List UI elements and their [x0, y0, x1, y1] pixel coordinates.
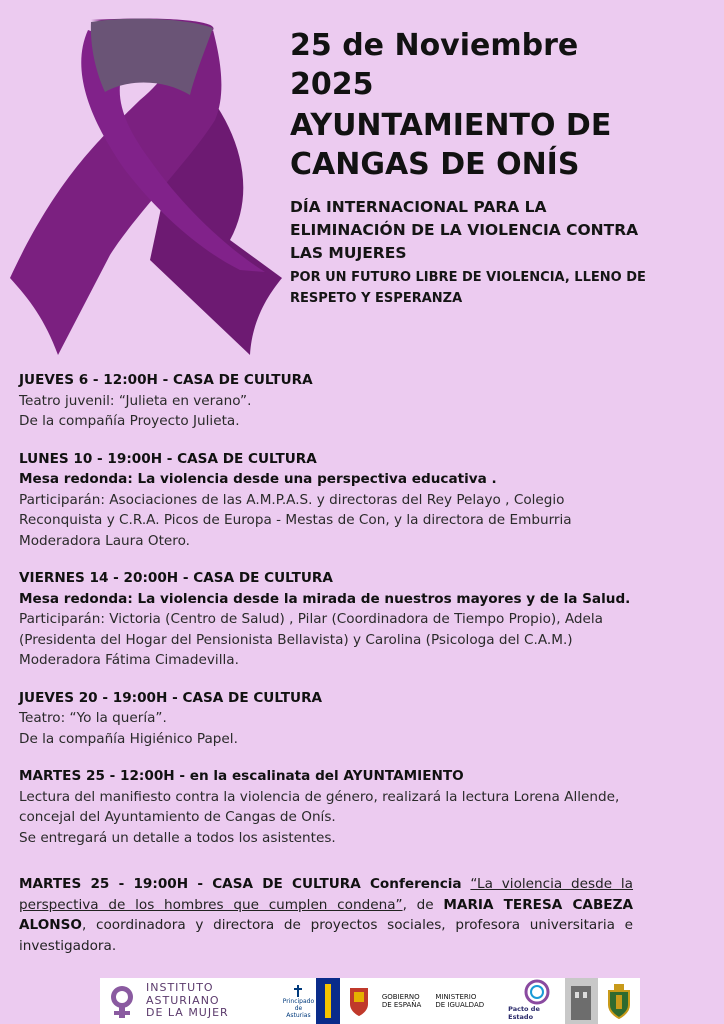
event-detail: Moderadora Laura Otero.	[19, 532, 190, 549]
venus-symbol-icon	[104, 982, 140, 1020]
cangas-onis-shield-logo	[598, 978, 640, 1024]
event-item	[19, 874, 633, 956]
event-detail: Lectura del manifiesto contra la violencia de género, realizará la lectura Lorena Allende,	[19, 788, 620, 805]
event-item	[19, 688, 633, 750]
connector-text: , de	[402, 896, 444, 913]
logo-text: ASTURIANO	[146, 993, 220, 1007]
event-title: MARTES 25 - 19:00H - CASA DE CULTURA Conferencia	[19, 876, 462, 892]
subtitle-line: ELIMINACIÓN DE LA VIOLENCIA CONTRA	[290, 221, 639, 239]
logo-text: Pacto de Estado	[508, 1005, 540, 1021]
campaign-subtitle	[290, 196, 710, 265]
logo-text: INSTITUTO	[146, 981, 214, 995]
event-title: VIERNES 14 - 20:00H - CASA DE CULTURA	[19, 570, 333, 586]
event-item	[19, 568, 633, 671]
principado-asturias-logo	[281, 978, 316, 1024]
logo-text: Principado de	[282, 997, 315, 1012]
event-subtitle: Mesa redonda: La violencia desde una perspectiva educativa .	[19, 471, 497, 487]
spain-coat-of-arms-icon	[346, 984, 372, 1018]
motto-line: RESPETO Y ESPERANZA	[290, 291, 463, 306]
pacto-estado-logo	[508, 978, 565, 1024]
event-title: JUEVES 20 - 19:00H - CASA DE CULTURA	[19, 689, 323, 706]
event-title: JUEVES 6 - 12:00H - CASA DE CULTURA	[19, 372, 313, 388]
municipal-shield-icon	[606, 983, 632, 1019]
event-title: MARTES 25 - 12:00H - en la escalinata del AYUNTAMIENTO	[19, 768, 464, 784]
event-detail: De la compañía Proyecto Julieta.	[19, 413, 240, 429]
event-year: 2025	[290, 67, 374, 102]
event-detail: Reconquista y C.R.A. Picos de Europa - Mestas de Con, y la directora de Emburria	[19, 512, 572, 528]
awareness-ribbon-icon	[0, 10, 290, 365]
eu-flag-icon	[316, 978, 340, 1024]
event-detail: Teatro: “Yo la quería”.	[19, 710, 167, 726]
logo-text: GOBIERNO	[381, 992, 420, 1001]
event-item	[19, 370, 633, 432]
event-subtitle: Mesa redonda: La violencia desde la mirada de nuestros mayores y de la Salud.	[19, 590, 631, 607]
gobierno-espana-logo	[316, 978, 508, 1024]
event-item	[19, 766, 633, 848]
conference-title: “La violencia desde la perspectiva de los hombres que cumplen condena”	[19, 876, 634, 913]
logo-text: DE ESPAÑA	[381, 1001, 422, 1009]
logo-text: MINISTERIO	[435, 992, 477, 1001]
organizer-line2: CANGAS DE ONÍS	[290, 147, 580, 182]
subtitle-line: LAS MUJERES	[290, 244, 407, 262]
event-detail: Participarán: Asociaciones de las A.M.P.A.S. y directoras del Rey Pelayo , Colegio	[19, 491, 565, 508]
logo-text: Asturias	[286, 1011, 311, 1019]
speaker-description: , coordinadora y directora de proyectos sociales, profesora universitaria e investigadora.	[19, 917, 633, 954]
header-block	[290, 26, 710, 309]
subtitle-line: DÍA INTERNACIONAL PARA LA	[290, 198, 547, 216]
logo-text: DE IGUALDAD	[435, 1001, 485, 1009]
event-detail: concejal del Ayuntamiento de Cangas de Onís.	[19, 809, 336, 825]
asturias-cross-icon	[292, 984, 304, 998]
event-detail: Participarán: Victoria (Centro de Salud) , Pilar (Coordinadora de Tiempo Propio), Adela	[19, 611, 604, 627]
event-title: LUNES 10 - 19:00H - CASA DE CULTURA	[19, 450, 317, 467]
logo-text: DE LA MUJER	[146, 1006, 229, 1020]
event-detail: Teatro juvenil: “Julieta en verano”.	[19, 392, 252, 409]
building-logo	[565, 978, 598, 1024]
instituto-asturiano-mujer-logo	[100, 978, 281, 1024]
campaign-motto	[290, 267, 710, 309]
building-icon	[565, 978, 598, 1024]
speaker-name: MARIA TERESA CABEZA ALONSO	[19, 896, 633, 933]
sponsor-logos	[100, 978, 640, 1024]
event-detail: De la compañía Higiénico Papel.	[19, 730, 238, 747]
event-detail: Se entregará un detalle a todos los asistentes.	[19, 829, 336, 846]
event-item	[19, 449, 633, 552]
organizer-line1: AYUNTAMIENTO DE	[290, 108, 612, 143]
event-detail: (Presidenta del Hogar del Pensionista Bellavista) y Carolina (Psicologa del C.A.M.)	[19, 631, 573, 648]
event-detail: Moderadora Fátima Cimadevilla.	[19, 652, 239, 668]
event-schedule	[19, 370, 633, 973]
event-date: 25 de Noviembre	[290, 28, 579, 63]
motto-line: POR UN FUTURO LIBRE DE VIOLENCIA, LLENO DE	[290, 270, 646, 285]
pacto-rings-icon	[522, 979, 552, 1005]
